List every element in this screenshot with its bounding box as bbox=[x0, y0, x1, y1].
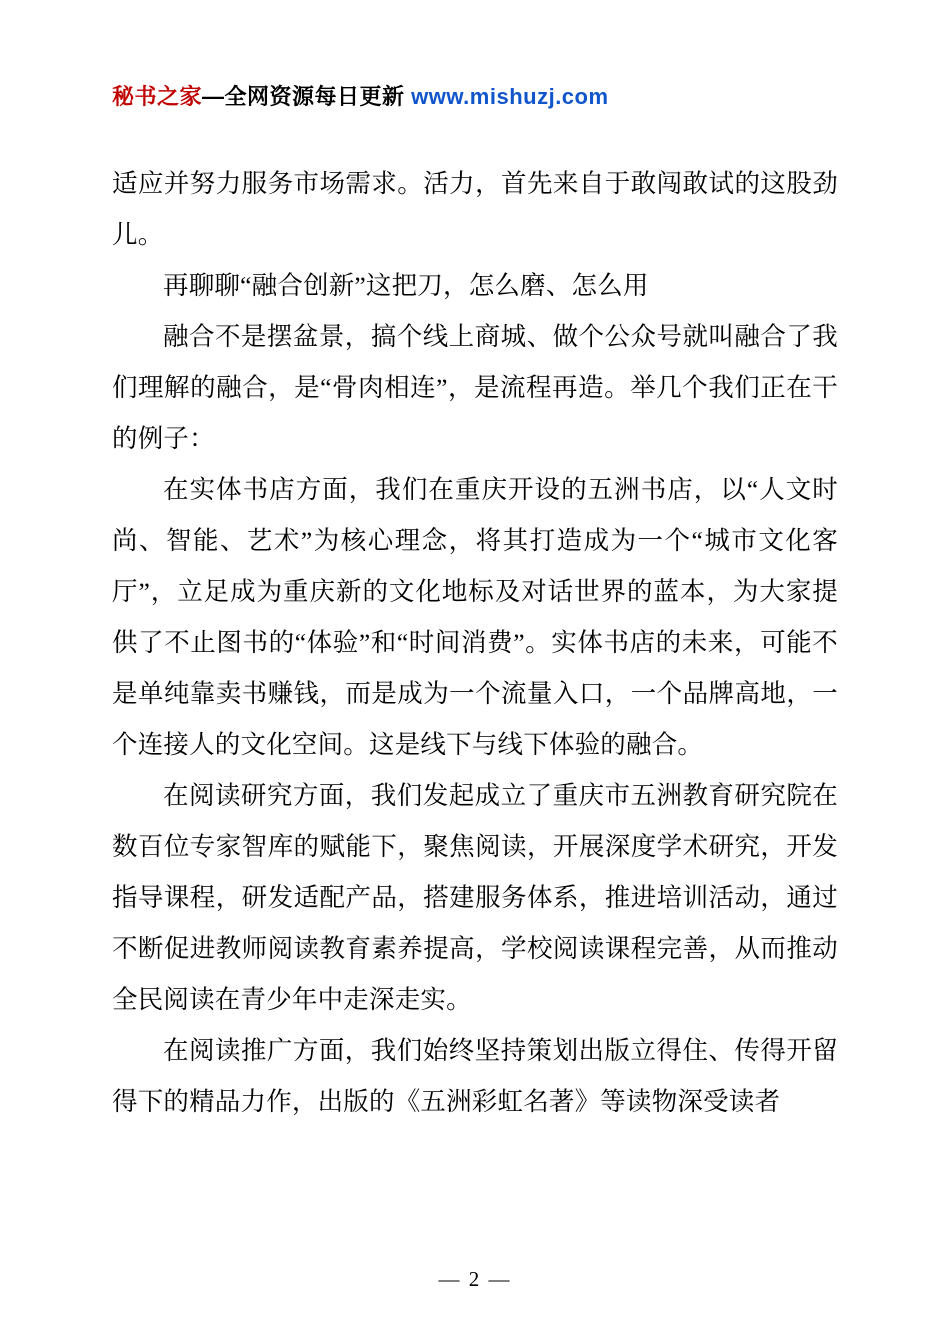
site-header bbox=[112, 0, 838, 110]
site-url-link[interactable]: www.mishuzj.com bbox=[411, 84, 609, 109]
paragraph-3: 融合不是摆盆景，搞个线上商城、做个公众号就叫融合了我们理解的融合，是“骨肉相连”，是流程再造。举几个我们正在干的例子： bbox=[112, 322, 838, 454]
paragraph-6: 在阅读推广方面，我们始终坚持策划出版立得住、传得开留得下的精品力作，出版的《五洲彩虹名著》等读物深受读者 bbox=[112, 1036, 838, 1117]
paragraph-1: 适应并努力服务市场需求。活力，首先来自于敢闯敢试的这股劲儿。 bbox=[112, 169, 838, 250]
site-tagline: —全网资源每日更新 bbox=[202, 84, 405, 109]
paragraph-4: 在实体书店方面，我们在重庆开设的五洲书店，以“人文时尚、智能、艺术”为核心理念，将其打造成为一个“城市文化客厅”，立足成为重庆新的文化地标及对话世界的蓝本，为大家提供了不止图书的“体验”和“时间消费”。实体书店的未来，可能不是单纯靠卖书赚钱，而是成为一个流量入口，一个品牌高地，一个连接人的文化空间。这是线下与线下体验的融合。 bbox=[112, 475, 838, 760]
paragraph-5: 在阅读研究方面，我们发起成立了重庆市五洲教育研究院在数百位专家智库的赋能下，聚焦阅读，开展深度学术研究，开发指导课程，研发适配产品，搭建服务体系，推进培训活动，通过不断促进教师阅读教育素养提高，学校阅读课程完善，从而推动全民阅读在青少年中走深走实。 bbox=[112, 781, 838, 1015]
paragraph-2: 再聊聊“融合创新”这把刀，怎么磨、怎么用 bbox=[163, 271, 649, 301]
document-body bbox=[112, 158, 838, 1127]
site-brand: 秘书之家 bbox=[112, 84, 203, 109]
page-number: — 2 — bbox=[438, 1267, 512, 1291]
